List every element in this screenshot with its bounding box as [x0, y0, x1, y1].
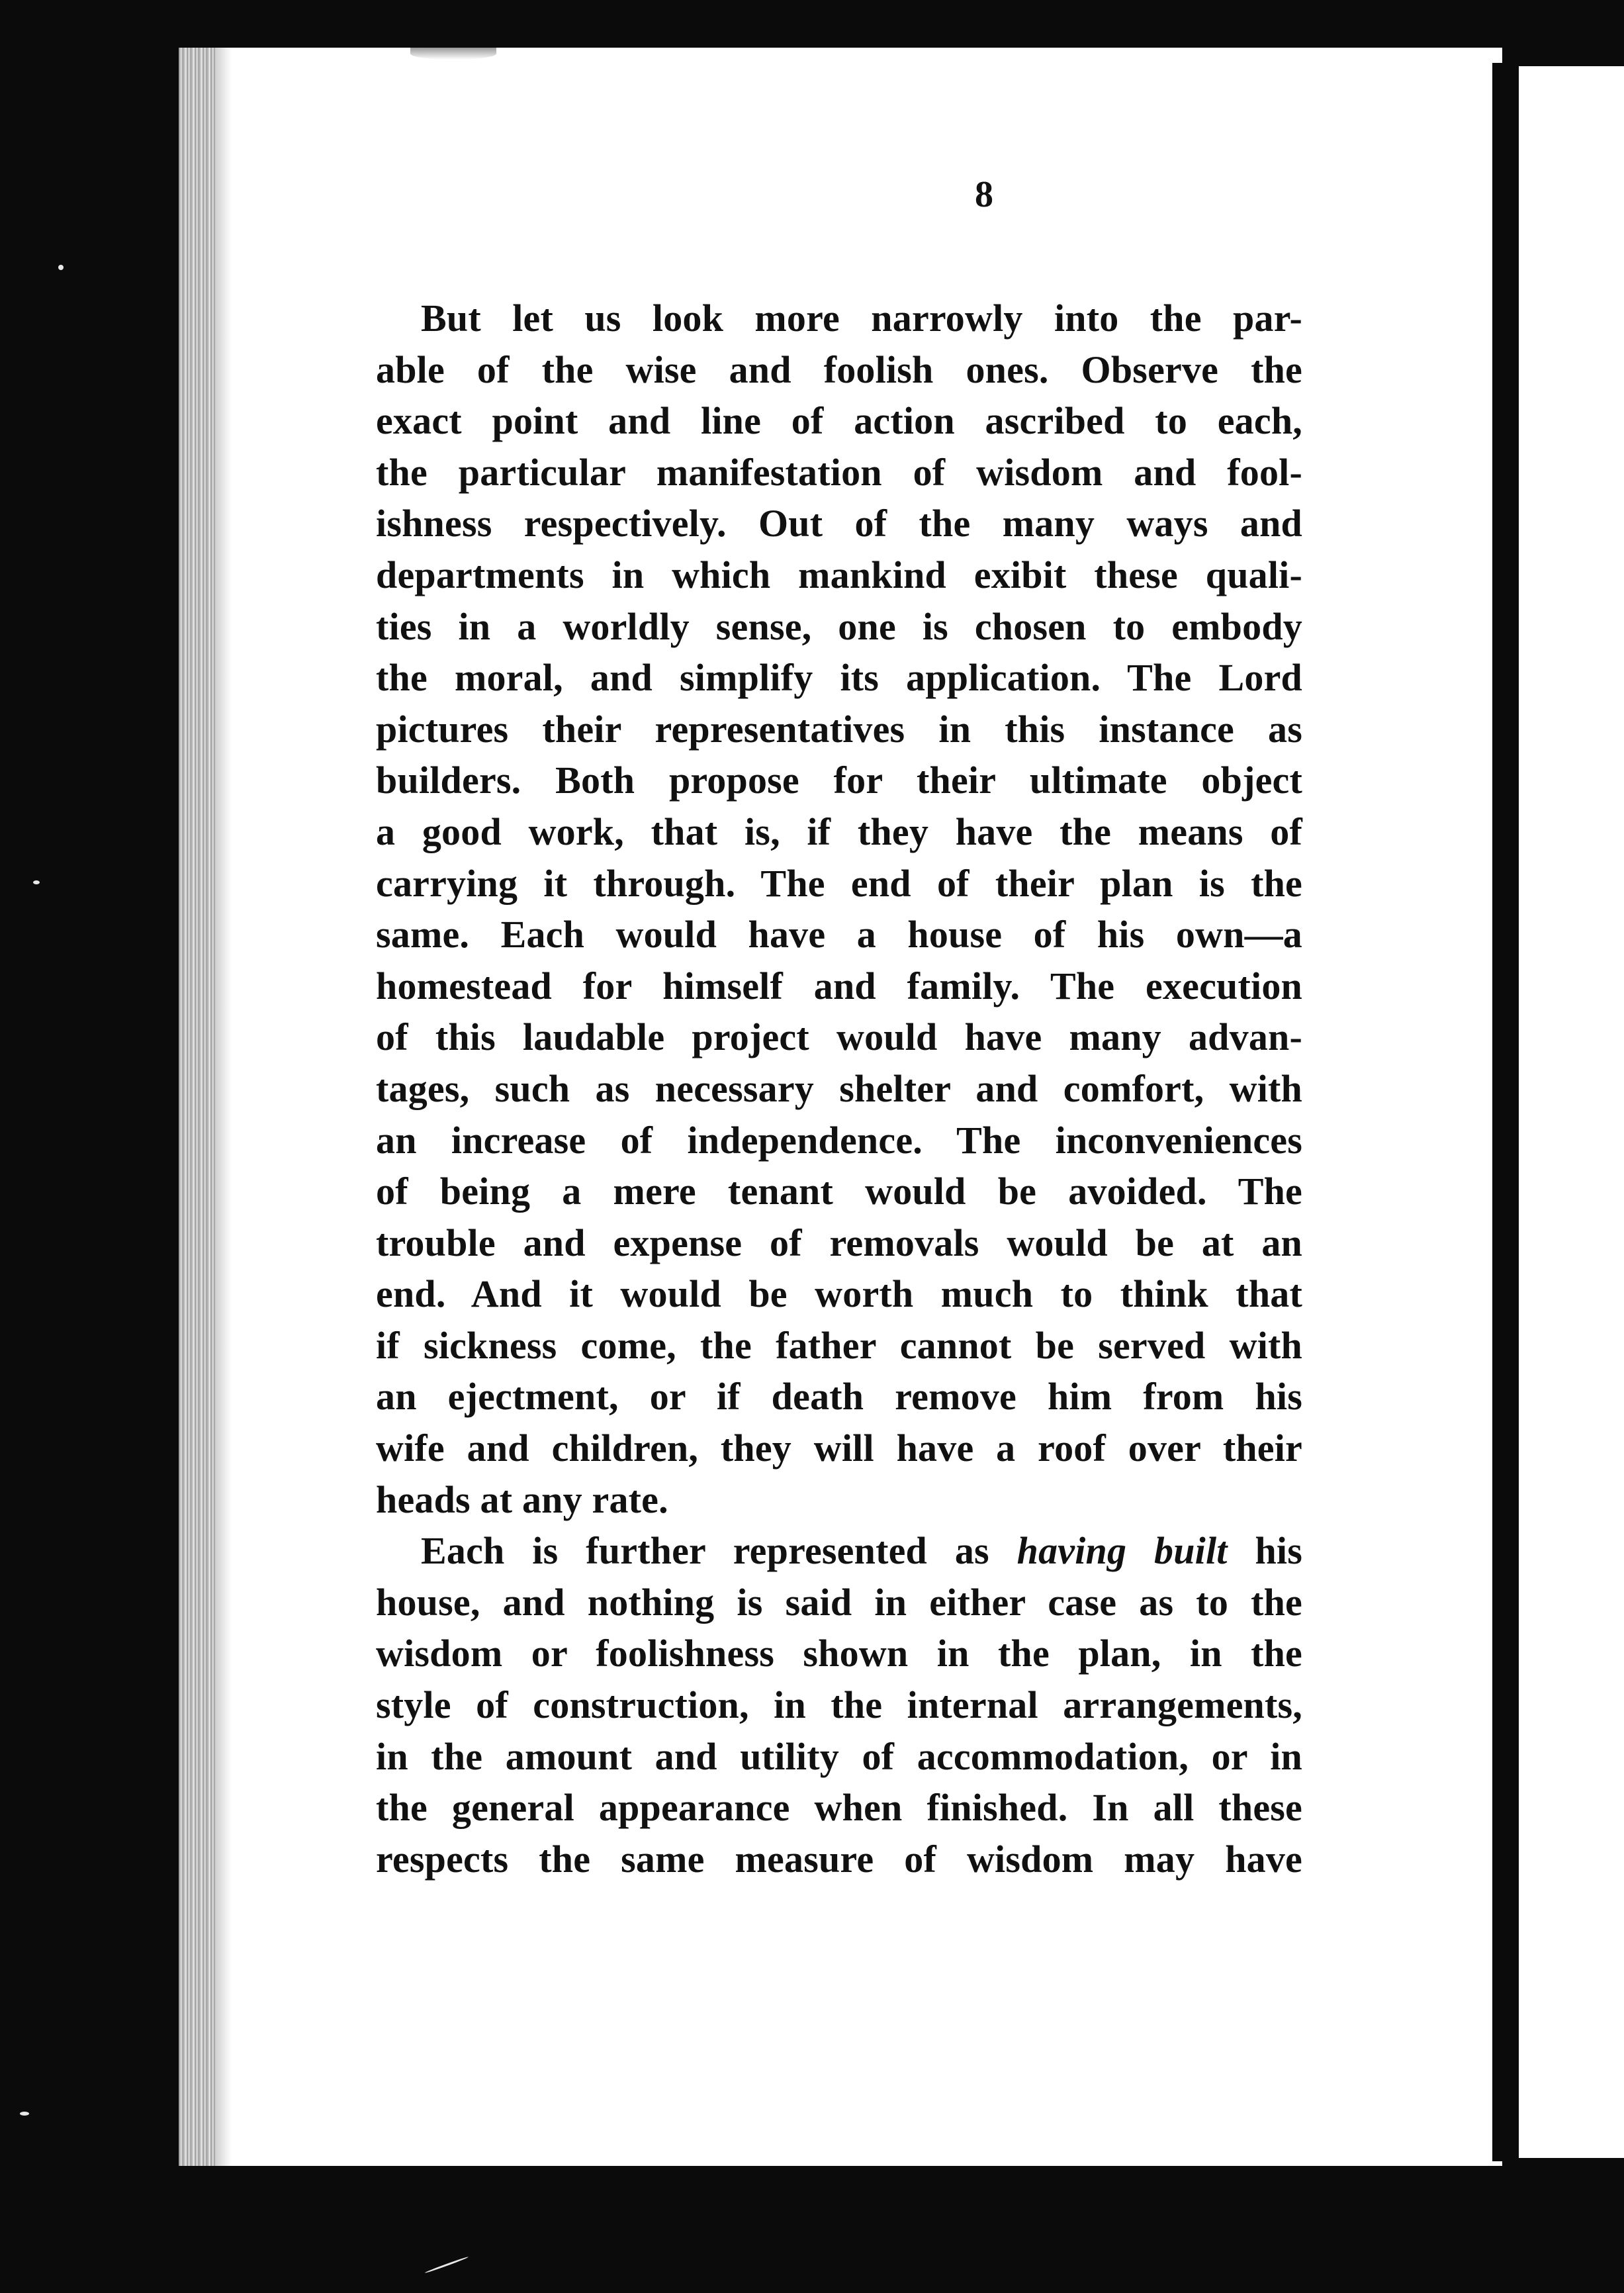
text-line: the particular manifestation of wisdom and fool-	[376, 450, 1302, 494]
text-line: carrying it through. The end of their plan is the	[376, 861, 1302, 905]
text-line: an increase of independence. The inconveniences	[376, 1118, 1302, 1162]
text-line: respects the same measure of wisdom may have	[376, 1837, 1302, 1881]
page-gutter-fade	[215, 48, 232, 2166]
text-line: an ejectment, or if death remove him from his	[376, 1375, 1302, 1419]
text-line: wisdom or foolishness shown in the plan, in the	[376, 1632, 1302, 1675]
page-number	[0, 173, 1624, 226]
text-line: if sickness come, the father cannot be served with	[376, 1323, 1302, 1367]
text-line: in the amount and utility of accommodation, or in	[376, 1734, 1302, 1778]
text-line: end. And it would be worth much to think that	[376, 1272, 1302, 1316]
text-line: style of construction, in the internal arrangements,	[376, 1683, 1302, 1727]
scan-speck	[58, 265, 64, 270]
italic-text: having built	[1016, 1529, 1228, 1573]
text-line: able of the wise and foolish ones. Observe the	[376, 348, 1302, 391]
paragraph	[376, 1525, 1302, 1885]
scan-smudge	[410, 48, 496, 60]
text-line: of being a mere tenant would be avoided. The	[376, 1170, 1302, 1213]
facing-page-sheet	[1519, 66, 1624, 2158]
text-line: tages, such as necessary shelter and comfort, with	[376, 1066, 1302, 1110]
page-gutter-shadow	[179, 48, 215, 2166]
scan-speck	[20, 2112, 29, 2116]
text-line: departments in which mankind exibit these quali-	[376, 553, 1302, 596]
text-line: ties in a worldly sense, one is chosen to embody	[376, 604, 1302, 648]
scan-speck	[33, 880, 40, 884]
text-line: of this laudable project would have many advan-	[376, 1015, 1302, 1059]
text-line: same. Each would have a house of his own—a	[376, 913, 1302, 957]
text-line: builders. Both propose for their ultimate object	[376, 759, 1302, 802]
text-line: wife and children, they will have a roof over their	[376, 1427, 1302, 1470]
text-line: pictures their representatives in this instance as	[376, 707, 1302, 751]
text-line: a good work, that is, if they have the means of	[376, 810, 1302, 853]
text-line: the general appearance when finished. In all these	[376, 1786, 1302, 1830]
scan-speck	[425, 2256, 469, 2274]
body-text	[376, 293, 1302, 1885]
text-run: Each is further represented as	[421, 1529, 989, 1573]
text-line: But let us look more narrowly into the par-	[421, 297, 1302, 340]
text-line: house, and nothing is said in either case as to the	[376, 1580, 1302, 1624]
text-line: homestead for himself and family. The execution	[376, 964, 1302, 1007]
text-line	[376, 1525, 1302, 1577]
text-line: heads at any rate.	[376, 1477, 668, 1521]
text-line: exact point and line of action ascribed to each,	[376, 399, 1302, 443]
page-number-text: 8	[975, 174, 993, 215]
text-run: his	[1255, 1529, 1302, 1573]
paragraph	[376, 293, 1302, 1525]
text-line: trouble and expense of removals would be at an	[376, 1221, 1302, 1264]
text-line: ishness respectively. Out of the many ways and	[376, 502, 1302, 545]
text-line: the moral, and simplify its application. The Lord	[376, 656, 1302, 700]
